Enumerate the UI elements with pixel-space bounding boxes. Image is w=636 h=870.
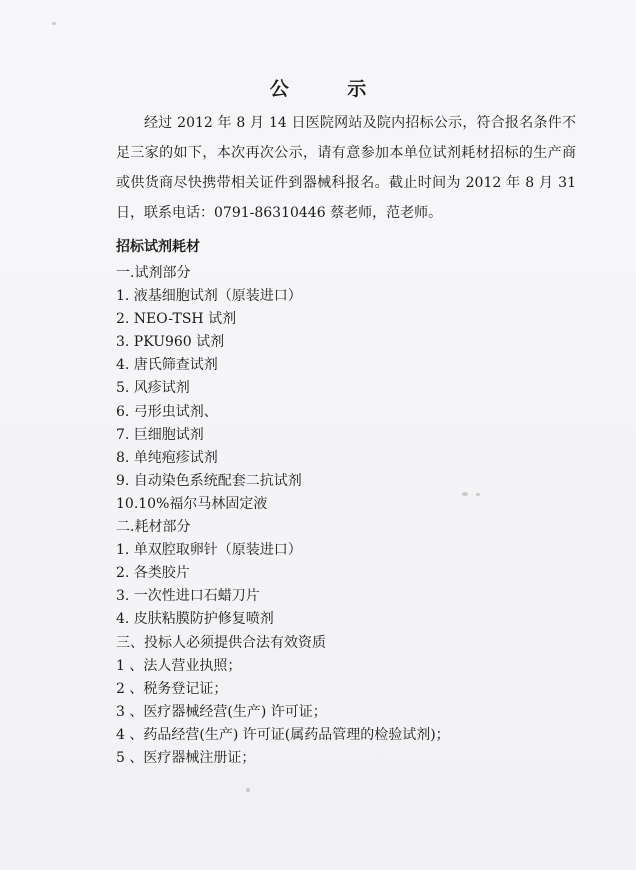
scan-speck [246, 788, 250, 792]
scan-speck [462, 492, 468, 496]
notice-paragraph-text: 经过 2012 年 8 月 14 日医院网站及院内招标公示，符合报名条件不足三家的如下，本次再次公示，请有意参加本单位试剂耗材招标的生产商或供货商尽快携带相关证件到器械科报名。截止时间为 2012 年 8 月 31 日，联系电话：0791-86310446 蔡老师，范老师。 [116, 115, 576, 221]
list-item: 7. 巨细胞试剂 [116, 426, 204, 443]
list-item: 10.10%福尔马林固定液 [116, 495, 268, 512]
list-item: 4. 唐氏筛查试剂 [116, 357, 218, 374]
section-title: 招标试剂耗材 [116, 239, 200, 255]
list-item: 6. 弓形虫试剂、 [116, 403, 218, 420]
list-heading-qualifications: 三、投标人必须提供合法有效资质 [116, 634, 326, 651]
list-heading-consumables: 二.耗材部分 [116, 519, 191, 536]
list-item: 8. 单纯疱疹试剂 [116, 449, 218, 466]
qualification-item: 1 、法人营业执照； [116, 657, 242, 674]
qualification-item: 2 、税务登记证； [116, 680, 228, 697]
qualification-item: 3 、医疗器械经营(生产) 许可证； [116, 703, 327, 720]
document-title: 公 示 [269, 78, 393, 100]
list-item: 1. 单双腔取卵针（原装进口） [116, 542, 302, 559]
qualification-item: 4 、药品经营(生产) 许可证(属药品管理的检验试剂)； [116, 726, 450, 743]
scan-speck [52, 22, 56, 25]
list-heading-reagents: 一.试剂部分 [116, 265, 191, 281]
scan-speck [476, 493, 480, 496]
list-item: 2. 各类胶片 [116, 565, 190, 582]
list-item: 5. 风疹试剂 [116, 380, 190, 397]
list-item: 3. 一次性进口石蜡刀片 [116, 588, 260, 605]
list-item: 4. 皮肤粘膜防护修复喷剂 [116, 611, 274, 628]
qualification-item: 5 、医疗器械注册证； [116, 749, 256, 766]
notice-paragraph [116, 108, 576, 228]
list-item: 2. NEO-TSH 试剂 [116, 311, 237, 328]
list-item: 1. 液基细胞试剂（原装进口） [116, 288, 302, 305]
list-item: 9. 自动染色系统配套二抗试剂 [116, 472, 302, 489]
list-item: 3. PKU960 试剂 [116, 334, 225, 351]
item-list [116, 262, 450, 770]
